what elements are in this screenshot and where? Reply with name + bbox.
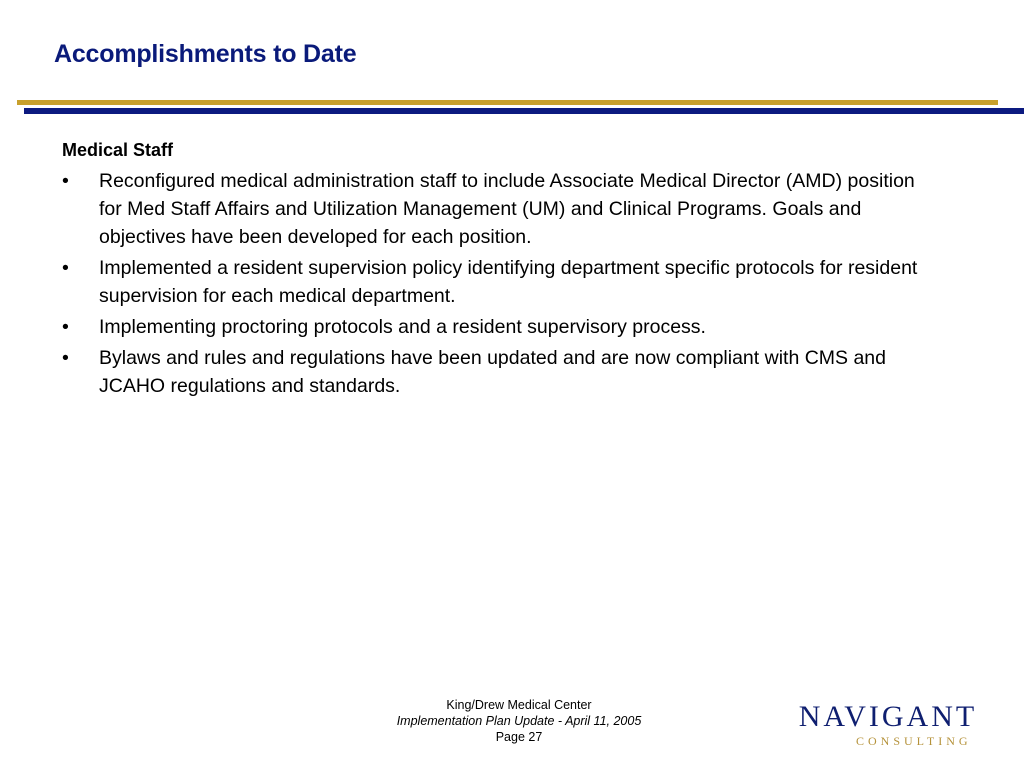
bullet-icon: • — [62, 170, 69, 192]
list-item — [62, 167, 939, 251]
list-item-text: Implementing proctoring protocols and a resident supervisory process. — [99, 316, 706, 338]
list-item — [62, 254, 939, 310]
page-number: Page 27 — [495, 730, 543, 744]
bullet-icon: • — [62, 316, 69, 338]
bullet-icon: • — [62, 257, 69, 279]
list-item-text: Bylaws and rules and regulations have been updated and are now compliant with CMS and JCAHO regulations and standards. — [99, 347, 886, 397]
list-item — [62, 313, 939, 341]
gold-divider — [17, 100, 998, 105]
footer — [360, 697, 678, 745]
list-item-text: Reconfigured medical administration staff to include Associate Medical Director (AMD) position for Med Staff Affairs and Utilization Management (UM) and Clinical Programs. Goals and objectives have been developed for each position. — [99, 170, 915, 248]
bullet-icon: • — [62, 347, 69, 369]
section-heading: Medical Staff — [62, 140, 174, 160]
navy-divider — [24, 108, 1024, 114]
logo-subtitle: CONSULTING — [856, 734, 972, 748]
bullet-list — [62, 167, 962, 400]
list-item — [62, 344, 939, 400]
logo-wordmark: NAVIGANT — [798, 700, 978, 733]
navigant-logo — [798, 700, 988, 752]
footer-org: King/Drew Medical Center — [446, 698, 592, 712]
slide-content — [62, 136, 962, 403]
list-item-text: Implemented a resident supervision policy identifying department specific protocols for resident supervision for each medical department. — [99, 257, 918, 307]
footer-subtitle: Implementation Plan Update - April 11, 2005 — [396, 714, 642, 728]
slide-title: Accomplishments to Date — [54, 40, 357, 68]
